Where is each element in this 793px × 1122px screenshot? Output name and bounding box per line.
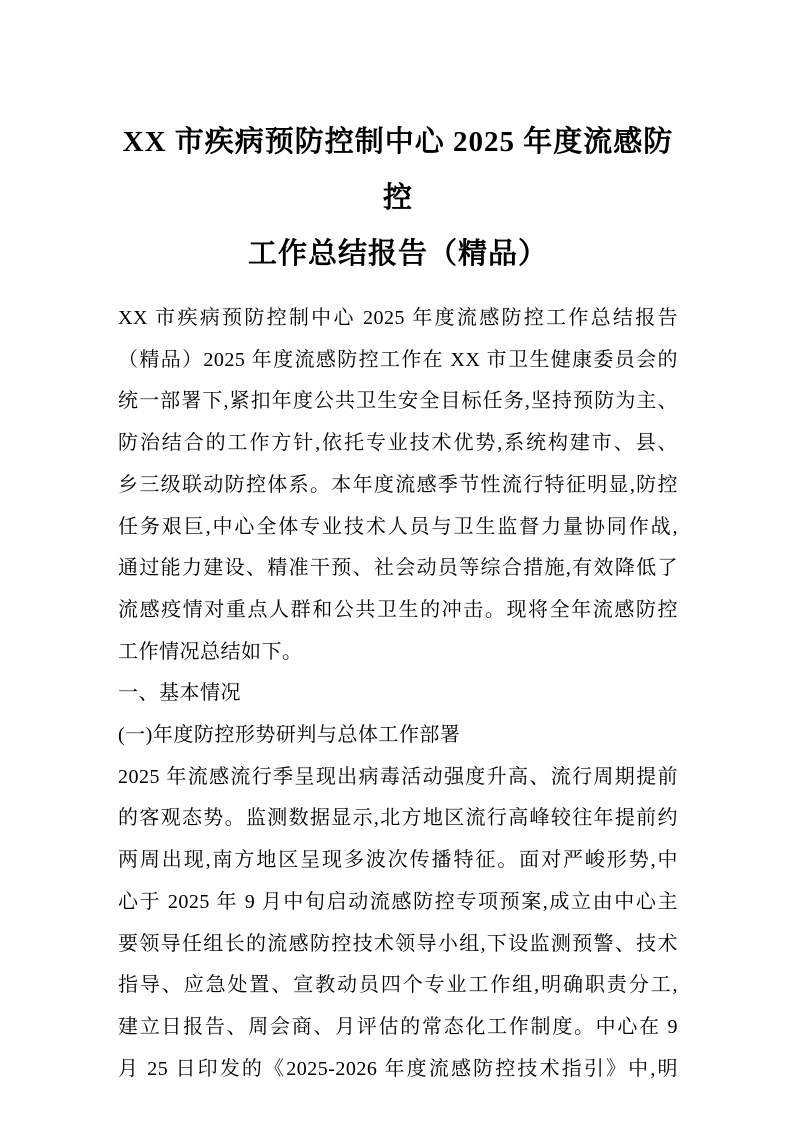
text-line: 统一部署下,紧扣年度公共卫生安全目标任务,坚持预防为主、 (118, 390, 678, 413)
document-title (118, 114, 678, 282)
text-line: 指导、应急处置、宣教动员四个专业工作组,明确职责分工, (118, 974, 678, 997)
text-line: 两周出现,南方地区呈现多波次传播特征。面对严峻形势,中 (118, 849, 678, 872)
text-line: 的客观态势。监测数据显示,北方地区流行高峰较往年提前约 (118, 807, 678, 830)
text-line: XX 市疾病预防控制中心 2025 年度流感防控工作总结报告 (118, 307, 678, 329)
text-line: 建立日报告、周会商、月评估的常态化工作制度。中心在 9 (118, 1015, 678, 1038)
text-line: 月 25 日印发的《2025-2026 年度流感防控技术指引》中,明 (118, 1057, 678, 1080)
text-line: （精品）2025 年度流感防控工作在 XX 市卫生健康委员会的 (118, 348, 678, 371)
title-line-2: 工作总结报告（精品） (247, 238, 548, 270)
text-line: 工作情况总结如下。 (118, 640, 303, 663)
text-line: 2025 年流感流行季呈现出病毒活动强度升高、流行周期提前 (118, 765, 678, 788)
text-line: 心于 2025 年 9 月中旬启动流感防控专项预案,成立由中心主 (118, 890, 678, 913)
text-line: 任务艰巨,中心全体专业技术人员与卫生监督力量协同作战, (118, 515, 678, 538)
text-line: 要领导任组长的流感防控技术领导小组,下设监测预警、技术 (118, 932, 678, 955)
section-paragraph (118, 757, 678, 1091)
subsection-heading-1-1: (一)年度防控形势研判与总体工作部署 (118, 724, 461, 747)
title-line-1: XX 市疾病预防控制中心 2025 年度流感防控 (122, 126, 674, 214)
text-line: 防治结合的工作方针,依托专业技术优势,系统构建市、县、 (118, 432, 678, 455)
intro-paragraph (118, 298, 678, 673)
text-line: 乡三级联动防控体系。本年度流感季节性流行特征明显,防控 (118, 473, 678, 496)
text-line: 通过能力建设、精准干预、社会动员等综合措施,有效降低了 (118, 557, 678, 580)
section-heading-1: 一、基本情况 (118, 682, 241, 705)
text-line: 流感疫情对重点人群和公共卫生的冲击。现将全年流感防控 (118, 598, 678, 621)
